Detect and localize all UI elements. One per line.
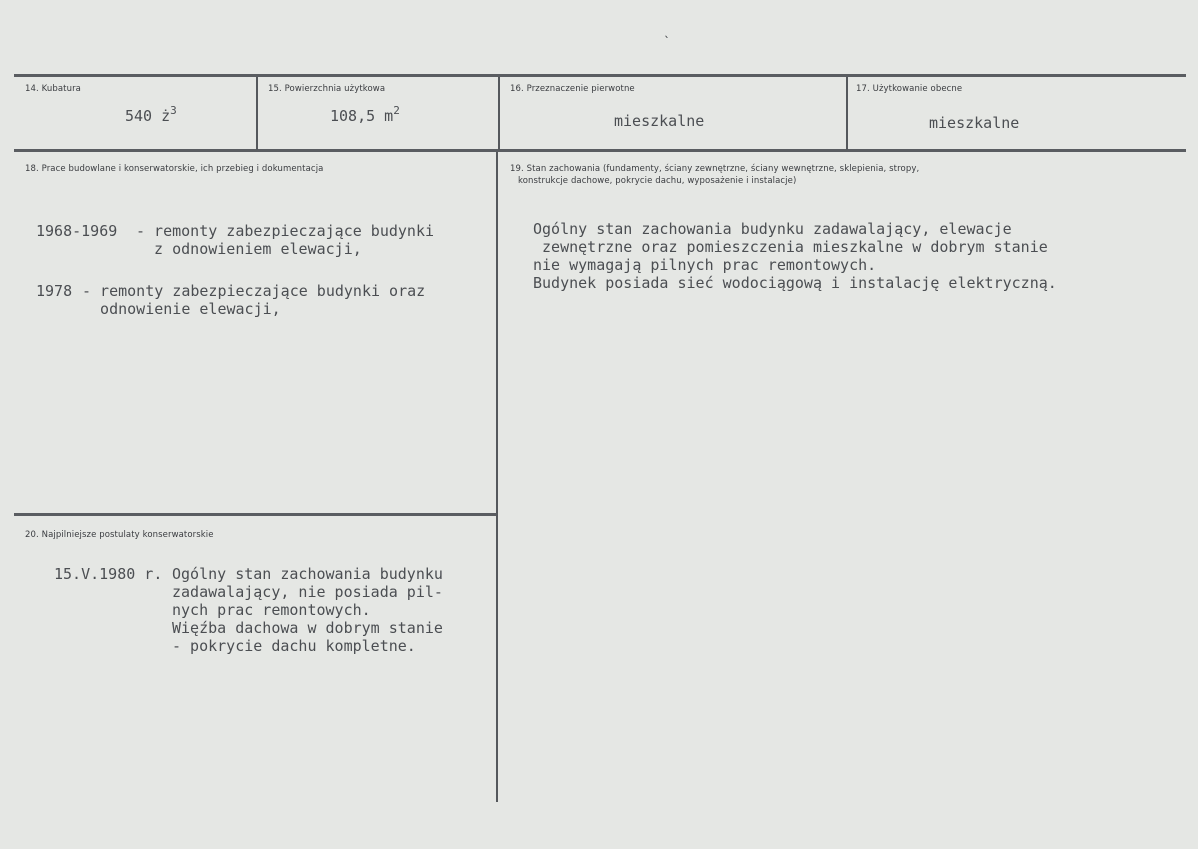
section-20-top-rule	[14, 513, 498, 516]
stan-label-line-1: 19. Stan zachowania (fundamenty, ściany zewnętrzne, ściany wewnętrzne, sklepienia, stropy,	[510, 164, 920, 174]
postulaty-text: Ogólny stan zachowania budynku zadawalający, nie posiada pil- nych prac remontowych. Więźba dachowa w dobrym stanie - pokrycie dachu kompletne.	[172, 565, 443, 655]
row1-bottom-rule	[14, 149, 1186, 152]
top-rule	[14, 74, 1186, 77]
kubatura-exponent: 3	[170, 104, 177, 117]
powierzchnia-label: 15. Powierzchnia użytkowa	[268, 84, 386, 94]
postulaty-label: 20. Najpilniejsze postulaty konserwatorskie	[25, 530, 214, 540]
kubatura-number: 540 ż	[125, 107, 171, 125]
powierzchnia-value	[330, 104, 400, 125]
powierzchnia-number: 108,5 m	[330, 107, 394, 125]
main-column-divider	[496, 152, 498, 802]
prace-label: 18. Prace budowlane i konserwatorskie, ich przebieg i dokumentacja	[25, 164, 324, 174]
uzytkowanie-value: mieszkalne	[929, 114, 1020, 132]
przeznaczenie-label: 16. Przeznaczenie pierwotne	[510, 84, 635, 94]
divider-14-15	[256, 77, 258, 150]
powierzchnia-exponent: 2	[393, 104, 400, 117]
prace-entry-1-date: 1968-1969	[36, 222, 118, 240]
postulaty-date: 15.V.1980 r.	[54, 565, 163, 583]
divider-15-16	[498, 77, 500, 150]
prace-entry-2-text: - remonty zabezpieczające budynki oraz odnowienie elewacji,	[82, 282, 426, 318]
kubatura-value	[125, 104, 177, 125]
przeznaczenie-value: mieszkalne	[614, 112, 705, 130]
stan-text: Ogólny stan zachowania budynku zadawalający, elewacje zewnętrzne oraz pomieszczenia mieszkalne w dobrym stanie nie wymagają pilnych prac remontowych. Budynek posiada sieć wodociągową i instalację elektryczną.	[533, 220, 1057, 292]
kubatura-label: 14. Kubatura	[25, 84, 81, 94]
divider-16-17	[846, 77, 848, 150]
prace-entry-1-text: - remonty zabezpieczające budynki z odnowieniem elewacji,	[136, 222, 435, 258]
stray-mark: ˎ	[664, 24, 670, 38]
prace-entry-2-date: 1978	[36, 282, 73, 300]
uzytkowanie-label: 17. Użytkowanie obecne	[856, 84, 963, 94]
stan-label-line-2: konstrukcje dachowe, pokrycie dachu, wyposażenie i instalacje)	[518, 176, 797, 186]
